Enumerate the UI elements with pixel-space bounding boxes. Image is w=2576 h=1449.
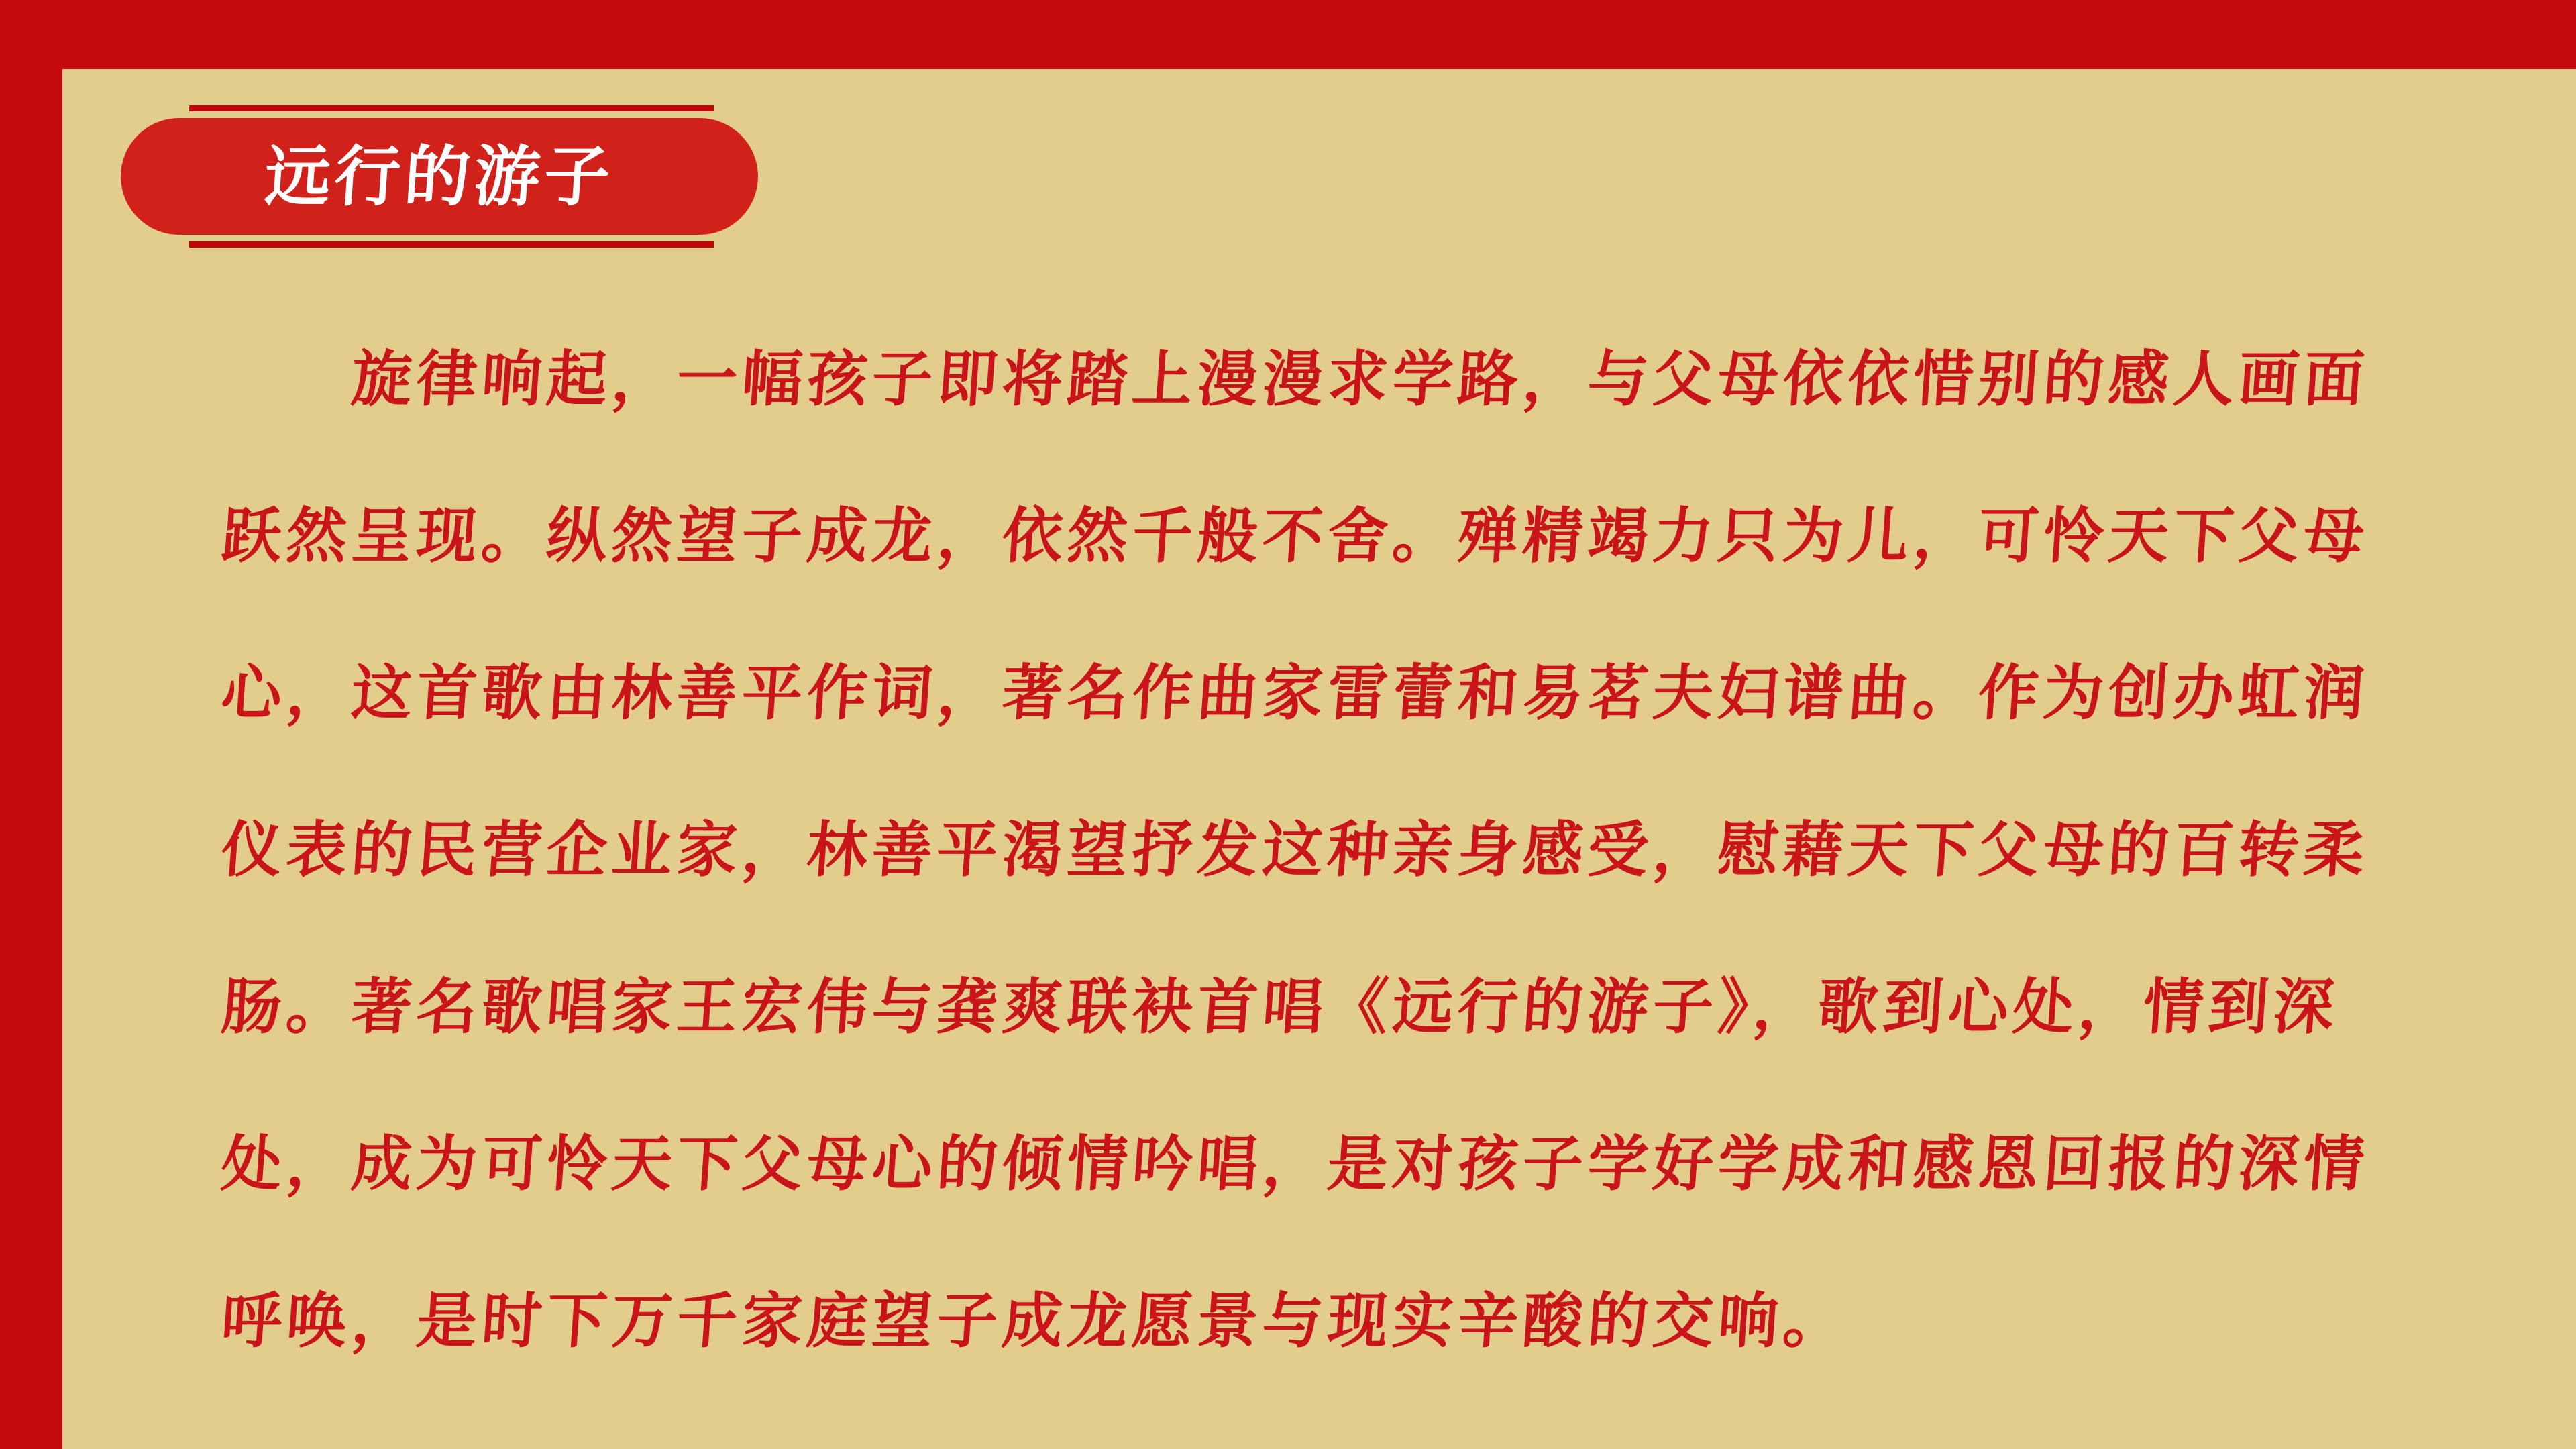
- body-line-3: 心，这首歌由林善平作词，著名作曲家雷蕾和易茗夫妇谱曲。作为创办虹润: [219, 660, 2371, 727]
- body-line-7: 呼唤，是时下万千家庭望子成龙愿景与现实辛酸的交响。: [219, 1288, 1851, 1355]
- body-paragraph: [221, 301, 2408, 1400]
- title-accent-line-bottom: [189, 241, 714, 248]
- title-badge: [121, 118, 758, 235]
- body-line-2: 跃然呈现。纵然望子成龙，依然千般不舍。殚精竭力只为儿，可怜天下父母: [219, 503, 2371, 570]
- body-line-4: 仪表的民营企业家，林善平渴望抒发这种亲身感受，慰藉天下父母的百转柔: [219, 817, 2371, 884]
- body-line-6: 处，成为可怜天下父母心的倾情吟唱，是对孩子学好学成和感恩回报的深情: [219, 1131, 2371, 1198]
- body-line-1: 旋律响起，一幅孩子即将踏上漫漫求学路，与父母依依惜别的感人画面: [349, 346, 2371, 413]
- top-red-border: [0, 0, 2576, 69]
- left-red-border: [0, 0, 62, 1449]
- body-line-5: 肠。著名歌唱家王宏伟与龚爽联袂首唱《远行的游子》，歌到心处，情到深: [219, 974, 2341, 1041]
- title-accent-line-top: [189, 105, 714, 111]
- page-title: 远行的游子: [262, 140, 616, 213]
